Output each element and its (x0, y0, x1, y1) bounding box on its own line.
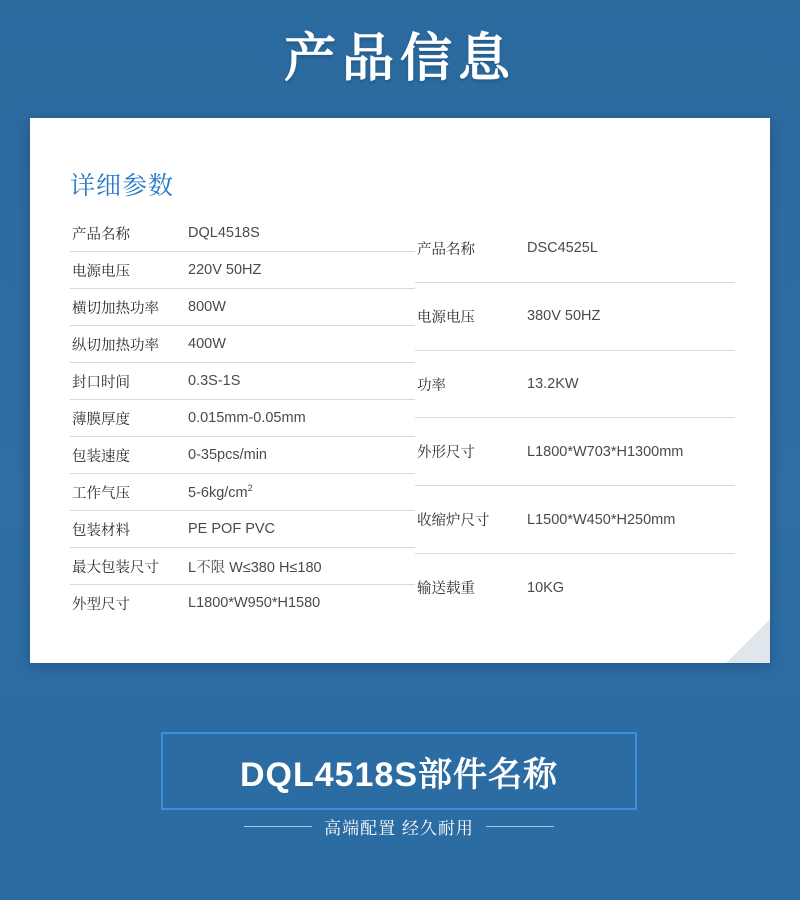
spec-card-title: 详细参数 (70, 172, 175, 200)
table-row (70, 437, 415, 474)
spec-value: 13.2KW (527, 350, 735, 418)
table-row (415, 554, 735, 621)
spec-key: 外型尺寸 (72, 596, 130, 613)
spec-key: 纵切加热功率 (70, 326, 188, 363)
spec-value: 380V 50HZ (527, 282, 735, 350)
page-title: 产品信息 (283, 30, 516, 88)
spec-value: PE POF PVC (188, 511, 415, 548)
page-header (0, 0, 800, 118)
divider-line-right (486, 826, 554, 827)
spec-key: 电源电压 (70, 252, 188, 289)
spec-key: 薄膜厚度 (70, 400, 188, 437)
banner-subtitle: 高端配置 经久耐用 (324, 819, 474, 838)
table-row (415, 486, 735, 554)
spec-key: 外形尺寸 (415, 418, 527, 486)
spec-value (188, 474, 415, 511)
spec-value: L1800*W950*H1580 (188, 595, 321, 611)
spec-value: 0.3S-1S (188, 363, 415, 400)
table-row (415, 418, 735, 486)
table-row (415, 282, 735, 350)
banner-inner (161, 732, 639, 842)
table-row (70, 363, 415, 400)
spec-value: L不限 W≤380 H≤180 (188, 548, 415, 585)
table-row (70, 289, 415, 326)
spec-card-wrapper (30, 118, 770, 663)
spec-table-left (70, 215, 415, 621)
spec-value: 0.015mm-0.05mm (188, 400, 415, 437)
table-row (70, 252, 415, 289)
spec-value: 0-35pcs/min (188, 437, 415, 474)
table-row (70, 215, 415, 252)
spec-key: 产品名称 (415, 215, 527, 282)
table-row (415, 350, 735, 418)
spec-key: 输送载重 (417, 581, 475, 598)
spec-key: 收缩炉尺寸 (415, 486, 527, 554)
spec-key: 封口时间 (70, 363, 188, 400)
table-row (70, 474, 415, 511)
spec-value-superscript: 2 (247, 483, 253, 494)
spec-key: 功率 (415, 350, 527, 418)
spec-key: 工作气压 (70, 474, 188, 511)
spec-table-right (415, 215, 735, 621)
spec-key: 包装材料 (70, 511, 188, 548)
table-row (70, 585, 415, 622)
spec-key: 横切加热功率 (70, 289, 188, 326)
spec-value: 220V 50HZ (188, 252, 415, 289)
table-row (70, 548, 415, 585)
spec-value: L1800*W703*H1300mm (527, 418, 735, 486)
table-row (70, 511, 415, 548)
divider-line-left (244, 826, 312, 827)
table-row (415, 215, 735, 282)
spec-tables (70, 215, 735, 621)
table-row (70, 326, 415, 363)
spec-card (30, 118, 770, 663)
banner-subtitle-row (161, 814, 637, 839)
table-row (70, 400, 415, 437)
spec-value: 10KG (527, 579, 565, 596)
spec-value: 400W (188, 326, 415, 363)
spec-value-text: 5-6kg/cm (188, 484, 248, 501)
spec-value: DSC4525L (527, 215, 735, 282)
page-fold-corner (726, 619, 770, 663)
spec-key: 最大包装尺寸 (70, 548, 188, 585)
bottom-banner (0, 700, 800, 900)
spec-key: 电源电压 (415, 282, 527, 350)
spec-value: DQL4518S (188, 215, 415, 252)
banner-title: DQL4518S部件名称 (239, 755, 559, 794)
spec-value: L1500*W450*H250mm (527, 486, 735, 554)
spec-value: 800W (188, 289, 415, 326)
spec-key: 包装速度 (70, 437, 188, 474)
spec-key: 产品名称 (70, 215, 188, 252)
